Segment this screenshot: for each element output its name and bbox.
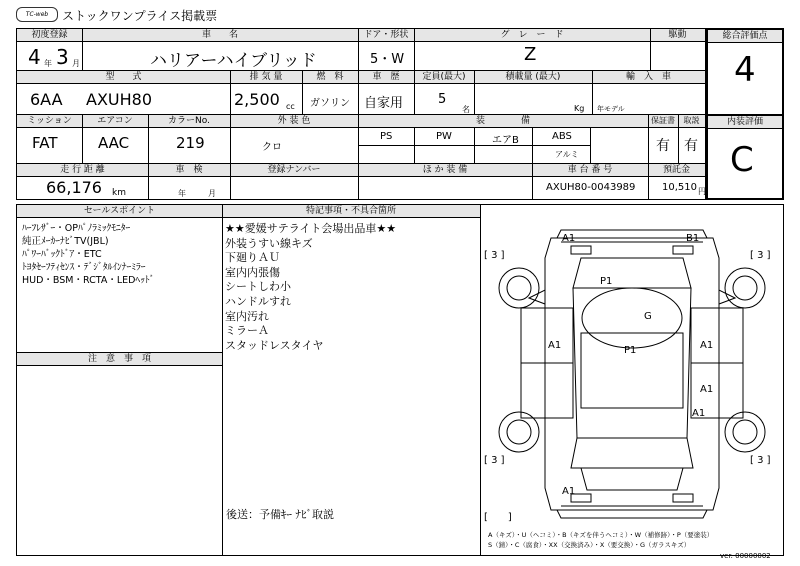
mark-a1-top: A1 (562, 233, 576, 244)
bracket-tr: [ 3 ] (750, 250, 771, 261)
year-unit: 年 (44, 59, 52, 68)
ext-color-label: 外 装 色 (230, 115, 358, 128)
mileage-label: 走 行 距 離 (17, 164, 148, 177)
insp-month-unit: 月 (208, 189, 216, 198)
door-label: ドア・形状 (358, 29, 414, 42)
capacity-label: 定員(最大) (414, 71, 474, 84)
mark-a1-bottom: A1 (562, 486, 576, 497)
legend-line-2: S（錆）・C（腐食）・XX（交換済み）・X（要交換）・G（ガラスキズ） (488, 541, 691, 549)
fuel-label: 燃 料 (302, 71, 358, 84)
list-item: ハンドルすれ (225, 294, 291, 308)
chassis-value: AXUH80-0043989 (546, 182, 636, 193)
mission-value: FAT (32, 134, 58, 152)
list-item: 室内汚れ (225, 309, 269, 323)
fuel-value: ガソリン (310, 98, 350, 109)
equip-pw: PW (436, 131, 452, 142)
manual-value: 有 (684, 138, 698, 154)
reg-number-label: 登録ナンバー (230, 164, 358, 177)
list-item: 外装うすい線キズ (225, 236, 313, 250)
yen-unit: 円 (698, 187, 706, 196)
overall-score-label: 総合評価点 (708, 30, 782, 43)
sales-points-list (22, 222, 154, 287)
insp-year-unit: 年 (178, 189, 186, 198)
aircon-value: AAC (98, 134, 130, 152)
equip-airbag: エアB (492, 135, 519, 146)
inspection-label: 車 検 (148, 164, 230, 177)
car-type-label: 車 歴 (358, 71, 414, 84)
list-item: ﾊｰﾌﾚｻﾞｰ・OPﾊﾟﾉﾗﾐｯｸﾓﾆﾀｰ (22, 223, 131, 234)
grade-value: Z (524, 44, 537, 65)
list-item: ﾊﾟﾜｰﾊﾞｯｸﾄﾞｱ・ETC (22, 249, 102, 260)
car-name: ハリアーハイブリッド (150, 51, 317, 71)
model-label: 型 式 (17, 71, 230, 84)
caution-label: 注 意 事 項 (17, 353, 222, 366)
month-unit: 月 (72, 59, 80, 68)
bottom-bracket: [ ] (484, 512, 512, 523)
list-item: ﾄﾖﾀｾｰﾌﾃｨｾﾝｽ・ﾃﾞｼﾞﾀﾙｲﾝﾅｰﾐﾗｰ (22, 262, 146, 273)
mileage-value: 66,176 (46, 178, 102, 197)
overall-score: 4 (734, 50, 756, 90)
logo: TC-web (16, 7, 58, 22)
deposit-value: 10,510 (662, 182, 697, 193)
notes-title: 特記事項・不具合箇所 (222, 205, 480, 218)
equipment-label: 装 備 (358, 115, 648, 128)
first-reg-label: 初度登録 (17, 29, 82, 42)
version: ver. 00000002 (720, 552, 771, 560)
notes-list (225, 222, 396, 353)
model-value: AXUH80 (86, 90, 153, 109)
interior-score: C (730, 140, 754, 180)
legend-line-1: A（キズ）・U（ヘコミ）・B（キズを伴うヘコミ）・W（補修跡）・P（要塗装） (488, 531, 714, 539)
mark-g: G (644, 311, 652, 322)
equip-abs: ABS (552, 131, 572, 142)
chassis-label: 車 台 番 号 (532, 164, 648, 177)
bracket-bl: [ 3 ] (484, 455, 505, 466)
list-item: 下廻りＡＵ (225, 251, 280, 265)
other-equip-label: ほ か 装 備 (358, 164, 532, 177)
mark-a1-r2: A1 (700, 384, 714, 395)
capacity-value: 5 (438, 92, 447, 107)
color-value: クロ (262, 142, 282, 153)
interior-score-label: 内装評価 (708, 116, 782, 129)
first-reg-month: 3 (56, 45, 69, 69)
mark-p1-top: P1 (600, 276, 613, 287)
color-no-value: 219 (176, 134, 205, 152)
mark-b1: B1 (686, 233, 700, 244)
warranty-label: 保証書 (648, 115, 678, 128)
cc-unit: cc (286, 102, 295, 111)
usage-value: 自家用 (364, 96, 404, 111)
capacity-unit: 名 (462, 105, 470, 114)
load-unit: Kg (574, 104, 585, 113)
sales-points-label: セールスポイント (17, 205, 222, 218)
bracket-tl: [ 3 ] (484, 250, 505, 261)
displacement-label: 排 気 量 (230, 71, 302, 84)
car-name-label: 車 名 (82, 29, 358, 42)
aircon-label: エアコン (82, 115, 148, 128)
import-label: 輸 入 車 (592, 71, 705, 84)
mission-label: ミッション (17, 115, 82, 128)
load-label: 積載量 (最大) (474, 71, 592, 84)
page-title: ストックワンプライス掲載票 (62, 9, 218, 23)
model-prefix: 6AA (30, 90, 63, 109)
mark-a1-left: A1 (548, 340, 562, 351)
list-item: シートしわ小 (225, 280, 291, 294)
color-no-label: カラーNo. (148, 115, 230, 128)
list-item: ★★愛媛サテライト会場出品車★★ (225, 222, 397, 235)
list-item: HUD・BSM・RCTA・LEDﾍｯﾄﾞ (22, 275, 155, 286)
import-note: 年モデル (597, 105, 625, 113)
equip-ps: PS (380, 131, 393, 142)
km-unit: km (112, 188, 126, 198)
list-item: スタッドレスタイヤ (225, 338, 324, 352)
mark-a1-right: A1 (700, 340, 714, 351)
car-damage-diagram (481, 218, 783, 528)
footer-note: 後送：予備ｷｰ ﾅﾋﾞ取説 (226, 508, 334, 521)
equip-alumi: アルミ (555, 150, 579, 159)
grade-label: グ レ ー ド (414, 29, 650, 42)
list-item: ミラーＡ (225, 324, 269, 338)
list-item: 純正ﾒｰｶｰﾅﾋﾞTV(JBL) (22, 236, 109, 247)
list-item: 室内内張傷 (225, 265, 280, 279)
price-label: 預託金 (648, 164, 705, 177)
drive-label: 駆動 (650, 29, 705, 42)
bracket-br: [ 3 ] (750, 455, 771, 466)
displacement-value: 2,500 (234, 90, 280, 109)
manual-label: 取説 (678, 115, 705, 128)
warranty-value: 有 (656, 138, 670, 154)
mark-p1-mid: P1 (624, 345, 637, 356)
door-value: 5・W (370, 52, 405, 67)
first-reg-year: 4 (28, 45, 41, 69)
mark-a1-r3: A1 (692, 408, 706, 419)
